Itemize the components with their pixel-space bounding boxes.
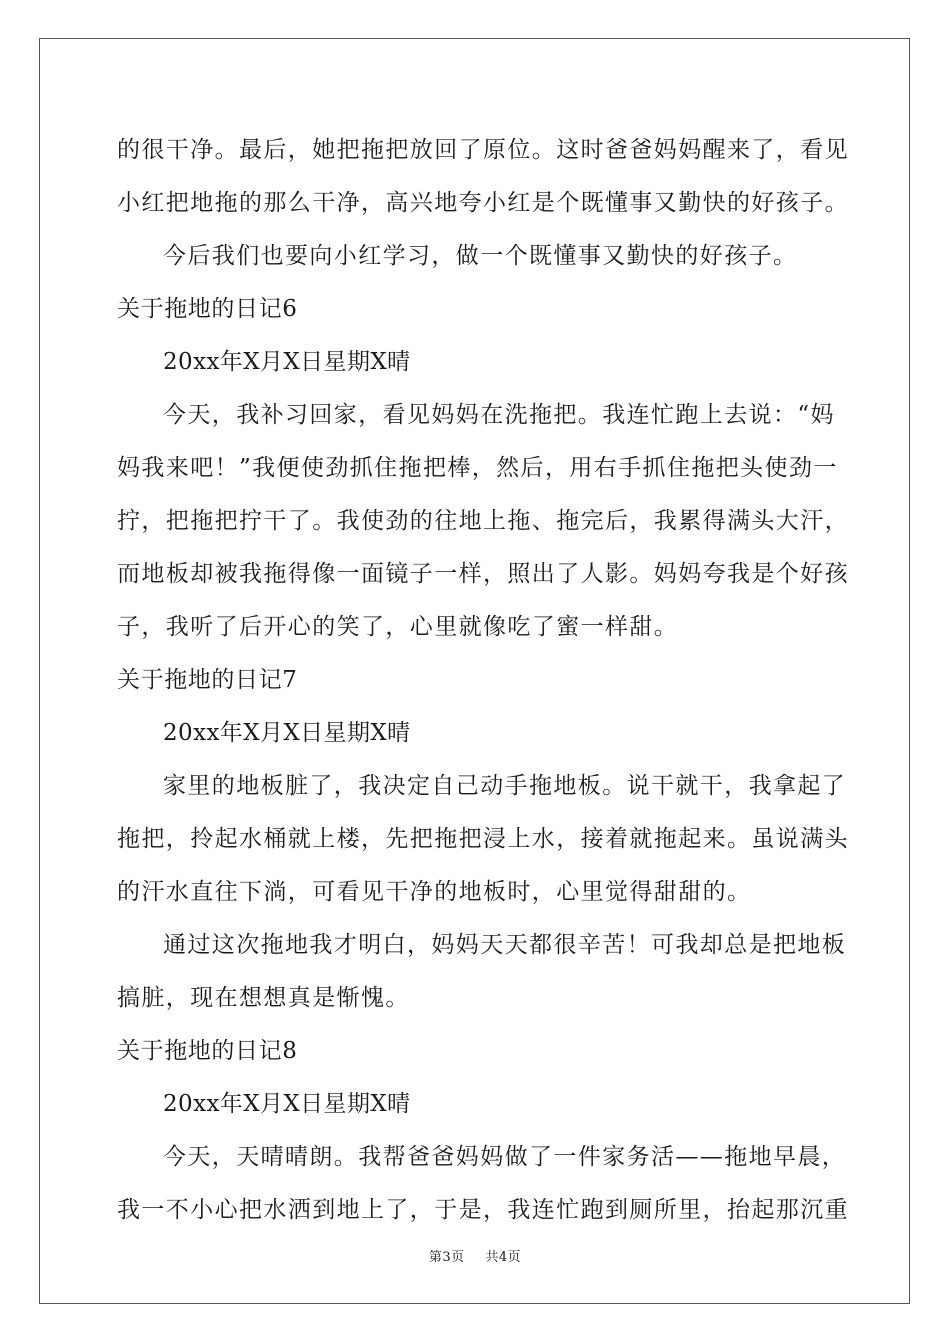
text-line: 我一不小心把水洒到地上了，于是，我连忙跑到厕所里，抬起那沉重 bbox=[117, 1197, 849, 1223]
document-body bbox=[117, 124, 849, 1237]
diary-heading: 关于拖地的日记7 bbox=[117, 667, 298, 693]
diary-date: 20xx年X月X日星期X晴 bbox=[163, 1091, 411, 1117]
text-line: 妈我来吧！”我便使劲抓住拖把棒，然后，用右手抓住拖把头使劲一 bbox=[117, 455, 838, 481]
text-line: 子，我听了后开心的笑了，心里就像吃了蜜一样甜。 bbox=[117, 614, 679, 640]
page-footer bbox=[0, 1246, 950, 1265]
text-line: 而地板却被我拖得像一面镜子一样，照出了人影。妈妈夸我是个好孩 bbox=[117, 561, 849, 587]
text-line: 搞脏，现在想想真是惭愧。 bbox=[117, 985, 410, 1011]
diary-date: 20xx年X月X日星期X晴 bbox=[163, 720, 411, 746]
diary-date: 20xx年X月X日星期X晴 bbox=[163, 349, 411, 375]
text-line: 今天，我补习回家，看见妈妈在洗拖把。我连忙跑上去说：“妈 bbox=[163, 402, 835, 428]
text-line: 今后我们也要向小红学习，做一个既懂事又勤快的好孩子。 bbox=[163, 243, 798, 269]
text-line: 小红把地拖的那么干净，高兴地夸小红是个既懂事又勤快的好孩子。 bbox=[117, 190, 849, 216]
text-line: 家里的地板脏了，我决定自己动手拖地板。说干就干，我拿起了 bbox=[163, 773, 847, 799]
text-line: 拖把，拎起水桶就上楼，先把拖把浸上水，接着就拖起来。虽说满头 bbox=[117, 826, 849, 852]
text-line: 的汗水直往下淌，可看见干净的地板时，心里觉得甜甜的。 bbox=[117, 879, 752, 905]
page-number: 第3页 bbox=[428, 1250, 465, 1265]
diary-heading: 关于拖地的日记8 bbox=[117, 1038, 298, 1064]
diary-heading: 关于拖地的日记6 bbox=[117, 296, 298, 322]
text-line: 的很干净。最后，她把拖把放回了原位。这时爸爸妈妈醒来了，看见 bbox=[117, 137, 849, 163]
text-line: 今天，天晴晴朗。我帮爸爸妈妈做了一件家务活——拖地早晨， bbox=[163, 1144, 847, 1170]
text-line: 通过这次拖地我才明白，妈妈天天都很辛苦！可我却总是把地板 bbox=[163, 932, 847, 958]
text-line: 拧，把拖把拧干了。我使劲的往地上拖、拖完后，我累得满头大汗， bbox=[117, 508, 849, 534]
page-total: 共4页 bbox=[485, 1250, 522, 1265]
